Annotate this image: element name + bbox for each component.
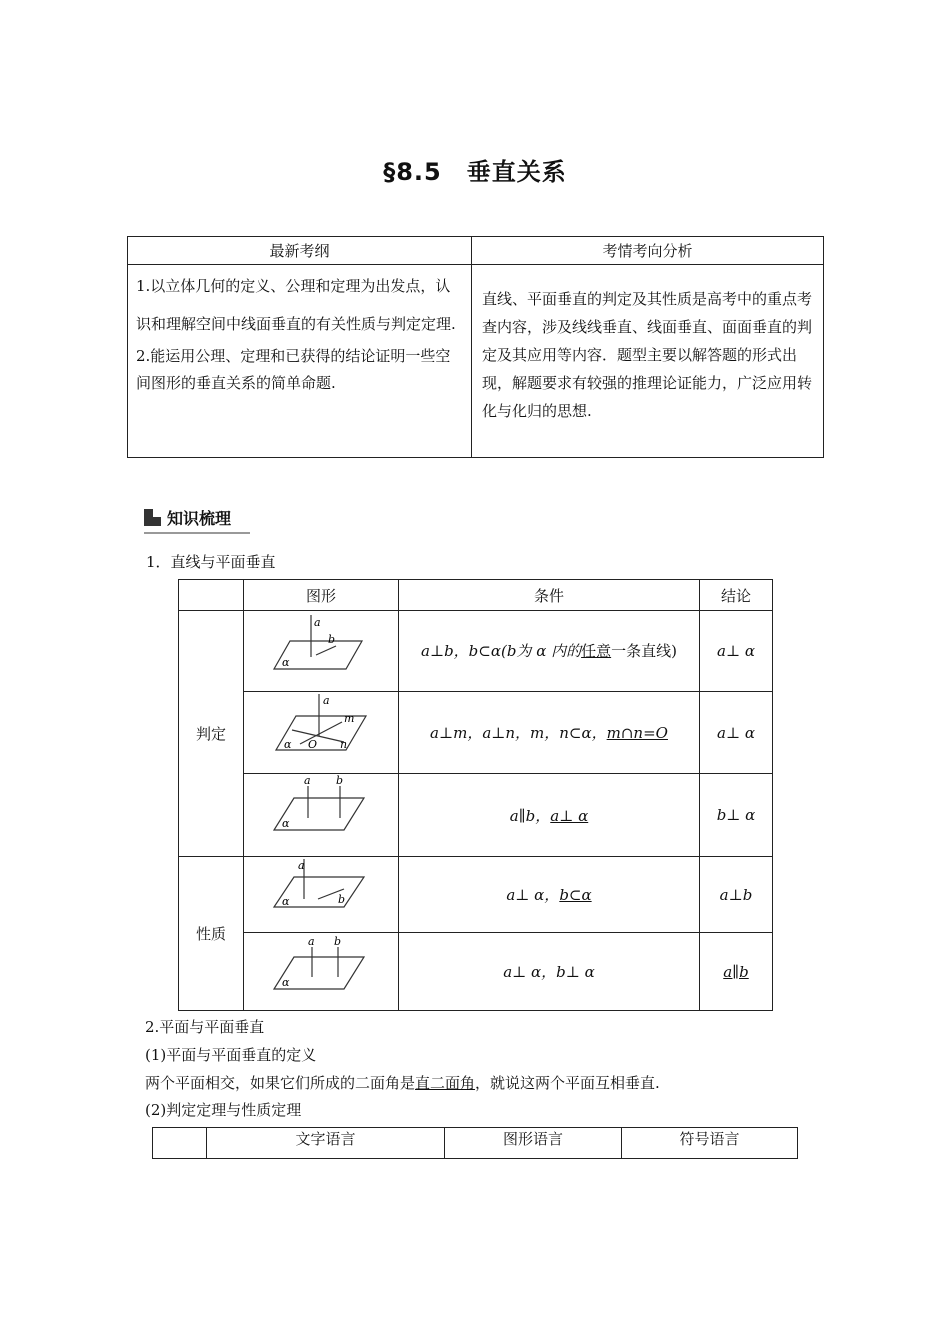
table-header: 文字语言	[207, 1128, 445, 1159]
table-header: 图形	[244, 580, 399, 611]
goals-cell	[128, 265, 472, 458]
conclusion-cell: a⊥b	[700, 857, 773, 933]
perp-line-figure	[244, 857, 398, 928]
table-header: 符号语言	[622, 1128, 798, 1159]
subheading: (2)判定定理与性质定理	[145, 1101, 302, 1119]
condition-cell: a⊥ α，b⊂α	[399, 857, 700, 933]
subheading: 1．直线与平面垂直	[146, 553, 276, 571]
svg-text:a: a	[314, 616, 321, 629]
svg-text:α: α	[282, 976, 290, 989]
svg-text:m: m	[344, 712, 355, 725]
two-perp-lines-figure	[244, 933, 398, 1006]
condition-cell: a⊥ α，b⊥ α	[399, 933, 700, 1011]
condition-cell: a⊥m，a⊥n，m，n⊂α，m∩n=O	[399, 692, 700, 774]
group-label: 性质	[179, 857, 244, 1011]
svg-text:α: α	[282, 656, 290, 669]
table-header: 结论	[700, 580, 773, 611]
svg-text:O: O	[308, 738, 318, 751]
figure-cell	[244, 774, 399, 857]
figure-cell	[244, 857, 399, 933]
definition-text: 两个平面相交，如果它们所成的二面角是直二面角，就说这两个平面互相垂直.	[145, 1074, 660, 1092]
table-header: 最新考纲	[128, 237, 472, 265]
svg-text:b: b	[336, 774, 344, 787]
conclusion-cell: b⊥ α	[700, 774, 773, 857]
svg-text:α: α	[282, 817, 290, 830]
figure-cell	[244, 611, 399, 692]
line-perp-plane-figure	[244, 611, 398, 687]
svg-text:α: α	[284, 738, 292, 751]
table-header: 条件	[399, 580, 700, 611]
goal-item: 2.能运用公理、定理和已获得的结论证明一些空间图形的垂直关系的简单命题.	[136, 347, 451, 392]
subheading: (1)平面与平面垂直的定义	[145, 1046, 317, 1064]
svg-text:α: α	[282, 895, 290, 908]
table-header: 图形语言	[445, 1128, 622, 1159]
table-header	[153, 1128, 207, 1159]
svg-text:a: a	[308, 935, 315, 948]
parallel-lines-figure	[244, 774, 398, 852]
two-lines-perp-figure	[244, 692, 398, 769]
conclusion-cell: a⊥ α	[700, 692, 773, 774]
conclusion-cell: a∥b	[700, 933, 773, 1011]
section-heading-text: 知识梳理	[167, 509, 232, 528]
svg-text:n: n	[340, 738, 348, 751]
group-label: 判定	[179, 611, 244, 857]
table-header: 考情考向分析	[472, 237, 824, 265]
figure-cell	[244, 933, 399, 1011]
page-title: §8.5 垂直关系	[383, 158, 567, 186]
plane-plane-table	[152, 1127, 798, 1159]
conclusion-cell: a⊥ α	[700, 611, 773, 692]
exam-outline-table	[127, 236, 824, 458]
svg-text:a: a	[323, 694, 330, 707]
svg-text:b: b	[328, 633, 336, 646]
line-plane-table	[178, 579, 773, 1011]
svg-text:a: a	[304, 774, 311, 787]
subheading: 2.平面与平面垂直	[145, 1018, 265, 1036]
condition-cell: a⊥b，b⊂α(b为 α 内的任意一条直线)	[399, 611, 700, 692]
analysis-cell: 直线、平面垂直的判定及其性质是高考中的重点考查内容，涉及线线垂直、线面垂直、面面垂直的判定及其应用等内容．题型主要以解答题的形式出现，解题要求有较强的推理论证能力，广泛应用转化与化归的思想.	[472, 265, 824, 458]
svg-text:b: b	[334, 935, 342, 948]
condition-cell: a∥b，a⊥ α	[399, 774, 700, 857]
goal-item: 1.以立体几何的定义、公理和定理为出发点，认识和理解空间中线面垂直的有关性质与判定定理.	[136, 277, 456, 333]
svg-text:a: a	[298, 859, 305, 872]
table-header	[179, 580, 244, 611]
figure-cell	[244, 692, 399, 774]
svg-text:b: b	[338, 893, 346, 906]
